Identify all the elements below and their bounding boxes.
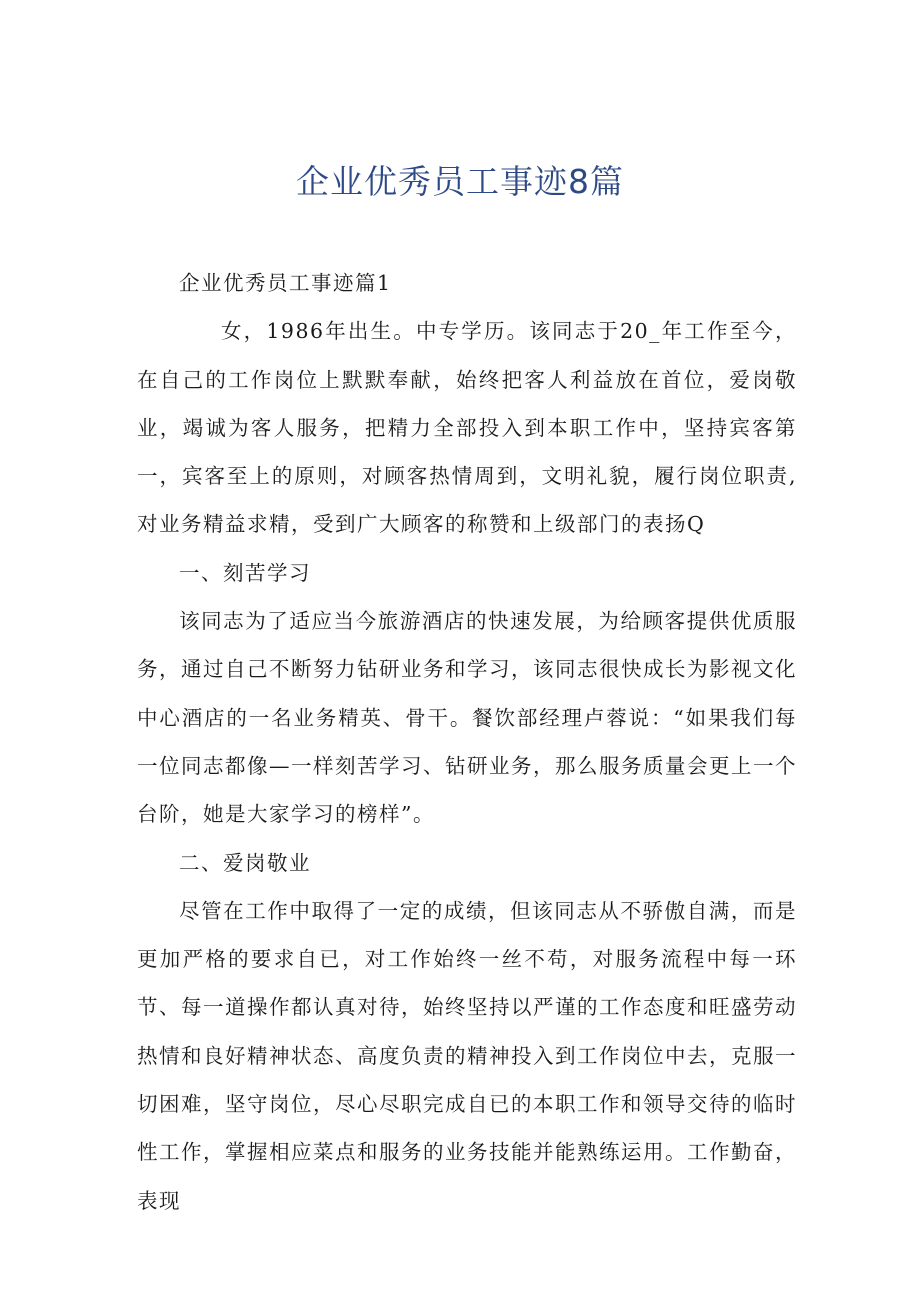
document-title: 企业优秀员工事迹8篇 (296, 162, 624, 201)
paragraph-study: 该同志为了适应当今旅游酒店的快速发展，为给顾客提供优质服务，通过自己不断努力钻研业务和学习，该同志很快成长为影视文化中心酒店的一名业务精英、骨干。餐饮部经理卢蓉说：“如果我们每一位同志都像—一样刻苦学习、钻研业务，那么服务质量会更上一个台阶，她是大家学习的榜样”。 (137, 609, 797, 827)
section-title: 企业优秀员工事迹篇1 (179, 271, 392, 295)
heading-dedication: 二、爱岗敬业 (179, 850, 311, 875)
paragraph-intro: 女，1986年出生。中专学历。该同志于20_年工作至今，在自己的工作岗位上默默奉献，始终把客人利益放在首位，爱岗敬业，竭诚为客人服务，把精力全部投入到本职工作中，坚持宾客第一，宾客至上的原则，对顾客热情周到，文明礼貌，履行岗位职责,对业务精益求精，受到广大顾客的称赞和上级部门的表扬Q (137, 319, 797, 537)
document-body (137, 259, 797, 1225)
heading-study: 一、刻苦学习 (179, 560, 311, 585)
paragraph-dedication: 尽管在工作中取得了一定的成绩，但该同志从不骄傲自满，而是更加严格的要求自已，对工作始终一丝不苟，对服务流程中每一环节、每一道操作都认真对待，始终坚持以严谨的工作态度和旺盛劳动热情和良好精神状态、高度负责的精神投入到工作岗位中去，克服一切困难，坚守岗位，尽心尽职完成自已的本职工作和领导交待的临时性工作，掌握相应菜点和服务的业务技能并能熟练运用。工作勤奋，表现 (137, 898, 797, 1213)
